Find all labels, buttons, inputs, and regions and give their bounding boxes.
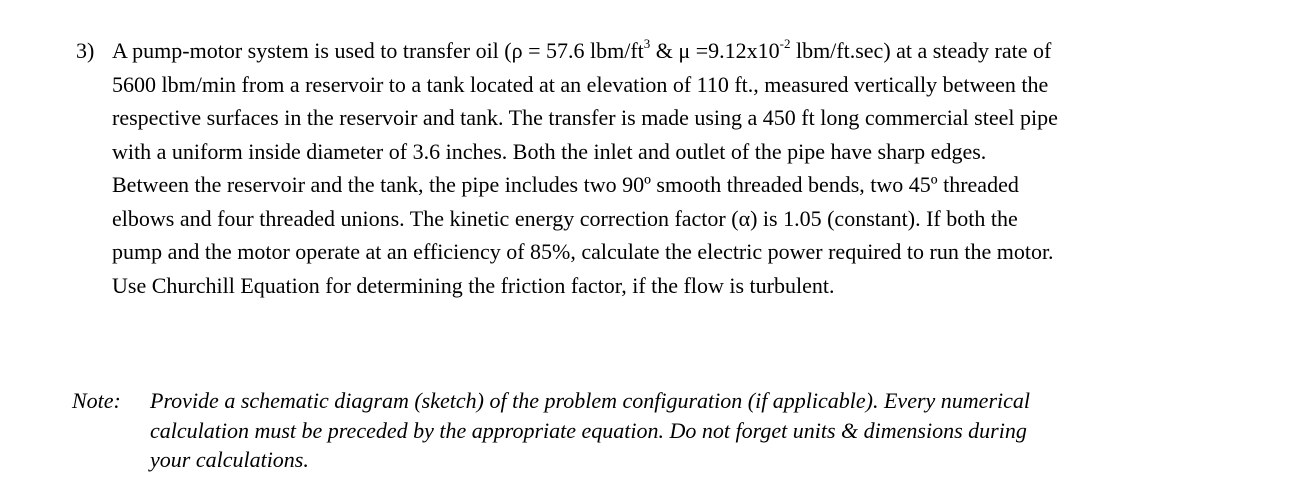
problem-text-line-3: respective surfaces in the reservoir and tank. The transfer is made using a 450 ft long commercial steel pipe (112, 105, 1058, 130)
problem-text-line-1 (112, 34, 1051, 68)
problem-line-1-part-b: & μ =9.12x10 (650, 38, 780, 63)
problem-line-1-part-c: lbm/ft.sec) at a steady rate of (790, 38, 1052, 63)
viscosity-exponent: -2 (779, 35, 791, 51)
problem-text-line-5: Between the reservoir and the tank, the pipe includes two 90º smooth threaded bends, two 45º threaded (112, 172, 1019, 197)
note-text-line-2: calculation must be preceded by the appropriate equation. Do not forget units & dimensions during (150, 417, 1027, 443)
problem-text-line-8: Use Churchill Equation for determining the friction factor, if the flow is turbulent. (112, 272, 835, 298)
problem-text-line-4: with a uniform inside diameter of 3.6 inches. Both the inlet and outlet of the pipe have sharp edges. (112, 138, 987, 164)
problem-text-line-2: 5600 lbm/min from a reservoir to a tank located at an elevation of 110 ft., measured vertically between the (112, 71, 1049, 97)
note-text-line-3: your calculations. (150, 447, 309, 472)
density-exponent: 3 (643, 35, 651, 51)
problem-text-line-7: pump and the motor operate at an efficiency of 85%, calculate the electric power required to run the motor. (112, 239, 1054, 264)
problem-number: 3) (76, 38, 95, 63)
problem-text-line-6: elbows and four threaded unions. The kinetic energy correction factor (α) is 1.05 (constant). If both the (112, 205, 1018, 231)
note-label: Note: (72, 388, 121, 413)
note-text-line-1: Provide a schematic diagram (sketch) of the problem configuration (if applicable). Every numerical (150, 388, 1030, 413)
problem-line-1-part-a: A pump-motor system is used to transfer oil (ρ = 57.6 lbm/ft (112, 38, 644, 63)
